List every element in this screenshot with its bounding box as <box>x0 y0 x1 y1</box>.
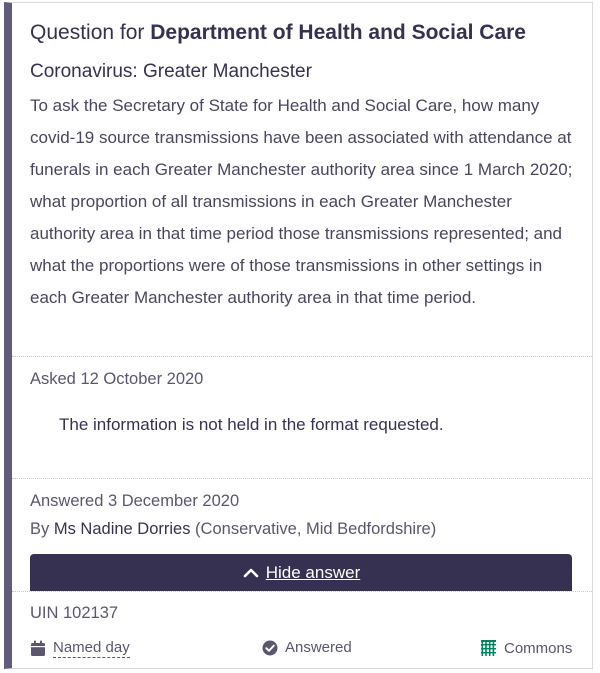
check-circle-icon <box>262 640 278 656</box>
house-label: Commons <box>504 639 573 657</box>
divider <box>12 356 592 357</box>
question-subject: Coronavirus: Greater Manchester <box>30 61 312 82</box>
answered-status <box>262 639 352 656</box>
answer-text: The information is not held in the format requested. <box>59 415 444 434</box>
answered-by-prefix: By <box>30 520 54 538</box>
department-name: Department of Health and Social Care <box>150 21 526 44</box>
member-name[interactable]: Ms Nadine Dorries <box>53 520 191 538</box>
house-indicator <box>480 639 572 657</box>
portcullis-icon <box>480 639 497 657</box>
hide-answer-button[interactable] <box>30 554 572 591</box>
named-day-indicator[interactable] <box>30 639 130 658</box>
calendar-icon <box>30 640 46 657</box>
question-card <box>4 2 593 669</box>
answered-date: Answered 3 December 2020 <box>30 492 240 510</box>
chevron-up-icon <box>242 564 260 582</box>
hide-answer-label: Hide answer <box>265 562 361 582</box>
divider <box>12 478 592 479</box>
question-heading <box>30 19 526 47</box>
answered-by <box>30 520 436 539</box>
uin: UIN 102137 <box>30 604 119 622</box>
question-text: To ask the Secretary of State for Health and Social Care, how many covid-19 source transmissions have been associated with attendance at funerals in each Greater Manchester authority area since 1 March 2020; what proportion of all transmissions in each Greater Manchester authority area in that time period those transmissions represented; and what the proportions were of those transmissions in other settings in each Greater Manchester authority area in that time period. <box>30 96 573 307</box>
divider <box>12 591 592 592</box>
asked-date: Asked 12 October 2020 <box>30 370 204 388</box>
member-details: (Conservative, Mid Bedfordshire) <box>190 520 437 538</box>
named-day-label: Named day <box>53 639 130 656</box>
question-title-prefix: Question for <box>30 21 151 44</box>
answered-status-label: Answered <box>285 639 352 656</box>
